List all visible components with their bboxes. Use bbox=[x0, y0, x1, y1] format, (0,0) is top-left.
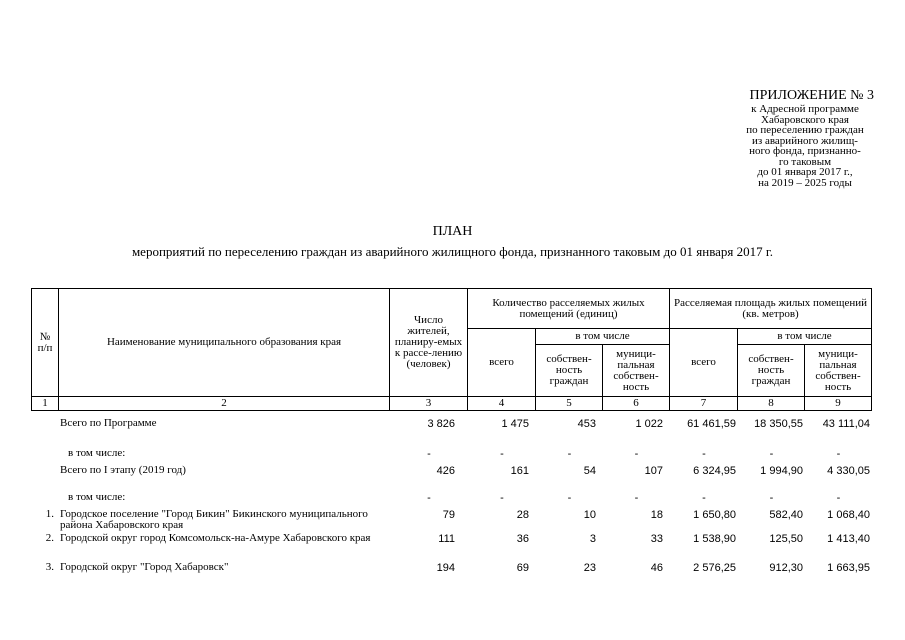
header-area-total: всего bbox=[670, 329, 738, 397]
header-area-owned: собствен-ность граждан bbox=[738, 345, 805, 397]
appendix-line: по переселению граждан bbox=[746, 124, 864, 136]
row-value: 1 022 bbox=[635, 418, 663, 430]
table-row bbox=[31, 465, 871, 492]
plan-title: ПЛАН bbox=[432, 224, 473, 239]
row-number bbox=[31, 418, 58, 448]
row-value: 43 111,04 bbox=[822, 418, 870, 430]
row-value: 1 538,90 bbox=[693, 533, 736, 545]
row-value: 3 826 bbox=[427, 418, 455, 430]
table-row bbox=[31, 448, 871, 465]
row-value: 69 bbox=[516, 562, 529, 574]
row-value: 28 bbox=[516, 509, 529, 521]
row-number bbox=[31, 448, 58, 465]
row-value: 582,40 bbox=[769, 509, 803, 521]
data-table bbox=[31, 418, 871, 582]
appendix-line: к Адресной программе bbox=[751, 103, 859, 115]
table-row bbox=[31, 418, 871, 448]
row-value: - bbox=[500, 492, 504, 504]
row-value: 111 bbox=[438, 533, 455, 545]
colnum: 3 bbox=[390, 397, 468, 411]
row-value: - bbox=[836, 492, 841, 504]
colnum: 6 bbox=[603, 397, 670, 411]
row-value: - bbox=[567, 492, 572, 504]
appendix-title: ПРИЛОЖЕНИЕ № 3 bbox=[749, 88, 874, 103]
appendix-line: до 01 января 2017 г., bbox=[757, 166, 853, 178]
appendix-line: ного фонда, признанно- bbox=[749, 145, 861, 157]
colnum: 1 bbox=[32, 397, 59, 411]
row-name: Городское поселение "Город Бикин" Бикинского муниципального района Хабаровского края bbox=[60, 508, 368, 531]
row-value: 33 bbox=[650, 533, 663, 545]
appendix-block bbox=[728, 88, 882, 188]
row-value: - bbox=[500, 448, 504, 460]
row-number: 3. bbox=[45, 561, 54, 573]
row-value: - bbox=[702, 448, 706, 460]
row-name: Городской округ "Город Хабаровск" bbox=[60, 561, 229, 573]
row-value: 46 bbox=[650, 562, 663, 574]
row-value: 1 994,90 bbox=[760, 465, 803, 477]
row-value: - bbox=[427, 492, 431, 504]
row-value: - bbox=[634, 448, 639, 460]
row-value: 4 330,05 bbox=[827, 465, 870, 477]
row-value: 1 475 bbox=[501, 418, 529, 430]
colnum: 7 bbox=[670, 397, 738, 411]
colnum: 9 bbox=[805, 397, 872, 411]
appendix-line: на 2019 – 2025 годы bbox=[758, 176, 852, 189]
row-value: 1 413,40 bbox=[827, 533, 870, 545]
row-value: 36 bbox=[516, 533, 529, 545]
row-value: 61 461,59 bbox=[687, 418, 736, 430]
row-value: 107 bbox=[644, 465, 663, 477]
table-row bbox=[31, 562, 871, 582]
row-name: в том числе: bbox=[68, 447, 126, 459]
row-value: - bbox=[702, 492, 706, 504]
row-value: 79 bbox=[442, 509, 455, 521]
header-units-owned: собствен-ность граждан bbox=[536, 345, 603, 397]
table-row bbox=[31, 533, 871, 562]
row-number: 2. bbox=[45, 532, 54, 544]
row-value: - bbox=[634, 492, 639, 504]
header-no: № п/п bbox=[32, 289, 59, 397]
row-value: 161 bbox=[510, 465, 529, 477]
plan-subtitle: мероприятий по переселению граждан из аварийного жилищного фонда, признанного таковым до 01 января 2017 г. bbox=[131, 244, 774, 259]
header-residents: Число жителей, планиру-емых к рассе-лению (человек) bbox=[390, 289, 468, 397]
row-value: 2 576,25 bbox=[693, 562, 736, 574]
colnum: 5 bbox=[536, 397, 603, 411]
row-number bbox=[31, 492, 58, 509]
header-table bbox=[31, 288, 872, 411]
row-name: в том числе: bbox=[68, 491, 126, 503]
colnum: 4 bbox=[468, 397, 536, 411]
row-value: 3 bbox=[589, 533, 596, 545]
row-number bbox=[31, 465, 58, 492]
colnum: 8 bbox=[738, 397, 805, 411]
row-number: 1. bbox=[45, 508, 54, 520]
table-row bbox=[31, 509, 871, 533]
header-area-group: Расселяемая площадь жилых помещений (кв. метров) bbox=[670, 289, 872, 329]
header-units-group: Количество расселяемых жилых помещений (единиц) bbox=[468, 289, 670, 329]
row-value: 125,50 bbox=[769, 533, 803, 545]
row-value: - bbox=[427, 448, 431, 460]
header-name: Наименование муниципального образования края bbox=[59, 289, 390, 397]
row-value: 18 350,55 bbox=[754, 418, 803, 430]
row-value: - bbox=[769, 492, 774, 504]
row-value: 194 bbox=[436, 562, 455, 574]
appendix-line: из аварийного жилищ- bbox=[752, 134, 858, 147]
header-units-municipal: муници-пальная собствен-ность bbox=[603, 345, 670, 397]
row-value: 23 bbox=[583, 562, 596, 574]
row-name: Всего по I этапу (2019 год) bbox=[60, 464, 186, 476]
appendix-line: го таковым bbox=[778, 155, 832, 168]
row-value: 912,30 bbox=[769, 562, 803, 574]
row-value: 426 bbox=[436, 465, 455, 477]
row-value: 1 068,40 bbox=[827, 509, 870, 521]
row-value: - bbox=[836, 448, 841, 460]
table-row bbox=[31, 492, 871, 509]
row-value: 6 324,95 bbox=[693, 465, 736, 477]
row-value: 18 bbox=[650, 509, 663, 521]
colnum: 2 bbox=[59, 397, 390, 411]
row-value: - bbox=[567, 448, 572, 460]
row-value: 453 bbox=[577, 418, 596, 430]
row-value: 10 bbox=[583, 509, 596, 521]
header-area-in-that: в том числе bbox=[738, 329, 872, 345]
row-value: 1 663,95 bbox=[827, 562, 870, 574]
header-area-municipal: муници-пальная собствен-ность bbox=[805, 345, 872, 397]
row-value: 1 650,80 bbox=[693, 509, 736, 521]
header-units-in-that: в том числе bbox=[536, 329, 670, 345]
row-name: Городской округ город Комсомольск-на-Амуре Хабаровского края bbox=[60, 532, 371, 544]
row-value: - bbox=[769, 448, 774, 460]
appendix-line: Хабаровского края bbox=[761, 113, 849, 126]
row-name: Всего по Программе bbox=[60, 417, 157, 429]
row-value: 54 bbox=[583, 465, 596, 477]
header-units-total: всего bbox=[468, 329, 536, 397]
